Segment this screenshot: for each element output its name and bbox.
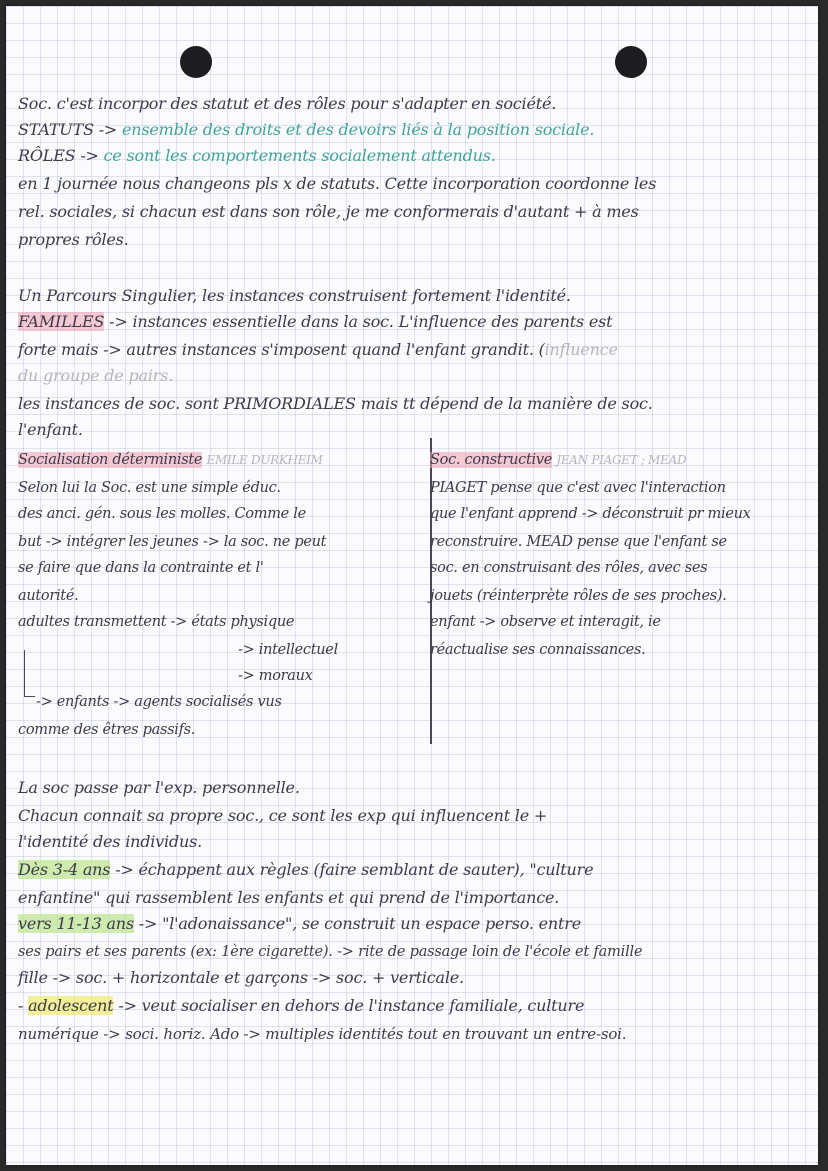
left-bracket: [24, 650, 35, 697]
intro-line-5: rel. sociales, si chacun est dans son rôle, je me conformerais d'autant + à mes: [18, 202, 639, 221]
left-line-4: se faire que dans la contrainte et l': [18, 560, 264, 576]
parcours-line-3: [18, 340, 808, 360]
right-line-4: soc. en construisant des rôles, avec ses: [430, 560, 708, 576]
familles-label: FAMILLES: [18, 312, 105, 331]
left-line-6: adultes transmettent -> états physique: [18, 614, 295, 630]
parcours-line-3-main: forte mais -> autres instances s'imposent quand l'enfant grandit. (: [18, 340, 545, 359]
bottom-line-3: l'identité des individus.: [18, 832, 202, 851]
roles-line: [18, 146, 808, 166]
ages-b-text: -> "l'adonaissance", se construit un espace perso. entre: [133, 914, 581, 933]
ages-c-text: -> veut socialiser en dehors de l'instance familiale, culture: [113, 996, 585, 1015]
ages-b-label: vers 11-13 ans: [18, 914, 134, 933]
parcours-line-4: du groupe de pairs.: [18, 366, 174, 385]
left-line-1: Selon lui la Soc. est une simple éduc.: [18, 480, 281, 496]
punch-hole-left: [180, 46, 212, 78]
right-line-6: enfant -> observe et interagit, ie: [430, 614, 661, 630]
ages-c-line: - adolescent -> veut socialiser en dehors de l'instance familiale, culture: [18, 996, 585, 1015]
left-heading: Socialisation déterministe: [18, 452, 203, 468]
left-line-10: comme des êtres passifs.: [18, 722, 196, 738]
notebook-page: [6, 6, 818, 1165]
ages-b-line: [18, 914, 808, 934]
left-line-8: -> moraux: [238, 668, 313, 684]
parcours-line-5: les instances de soc. sont PRIMORDIALES mais tt dépend de la manière de soc.: [18, 394, 653, 413]
bottom-line-2: Chacun connait sa propre soc., ce sont les exp qui influencent le +: [18, 806, 548, 825]
statuts-definition: ensemble des droits et des devoirs liés à la position sociale.: [122, 120, 595, 139]
ages-a-text: -> échappent aux règles (faire semblant de sauter), "culture: [110, 860, 594, 879]
intro-line-6: propres rôles.: [18, 230, 129, 249]
intro-line-4: en 1 journée nous changeons pls x de statuts. Cette incorporation coordonne les: [18, 174, 657, 193]
roles-arrow: ->: [75, 146, 104, 165]
statuts-label: STATUTS: [18, 120, 94, 139]
statuts-line: [18, 120, 808, 140]
ages-a-label: Dès 3-4 ans: [18, 860, 111, 879]
left-line-5: autorité.: [18, 588, 79, 604]
intro-line-1: Soc. c'est incorpor des statut et des rôles pour s'adapter en société.: [18, 94, 557, 113]
ages-b-line-3: fille -> soc. + horizontale et garçons -> soc. + verticale.: [18, 968, 464, 987]
left-author: EMILE DURKHEIM: [206, 453, 323, 467]
right-line-7: réactualise ses connaissances.: [430, 642, 646, 658]
parcours-line-3-grey: influence: [544, 340, 618, 359]
right-heading: Soc. constructive: [430, 452, 552, 468]
familles-text: -> instances essentielle dans la soc. L'influence des parents est: [104, 312, 613, 331]
right-heading-line: [430, 450, 686, 470]
left-line-9: -> enfants -> agents socialisés vus: [36, 694, 282, 710]
parcours-line-6: l'enfant.: [18, 420, 83, 439]
left-heading-line: [18, 450, 323, 470]
bottom-line-1: La soc passe par l'exp. personnelle.: [18, 778, 300, 797]
ages-b-line-2: ses pairs et ses parents (ex: 1ère cigarette). -> rite de passage loin de l'école et famille: [18, 944, 643, 960]
ages-a-line: [18, 860, 808, 880]
right-line-1: PIAGET pense que c'est avec l'interaction: [430, 480, 726, 496]
ages-c-line-2: numérique -> soci. horiz. Ado -> multiples identités tout en trouvant un entre-soi.: [18, 1025, 627, 1043]
roles-label: RÔLES: [18, 146, 76, 165]
ages-c-label: adolescent: [28, 996, 114, 1015]
right-line-5: jouets (réinterprète rôles de ses proches).: [430, 588, 727, 604]
ages-a-line-2: enfantine" qui rassemblent les enfants et qui prend de l'importance.: [18, 888, 560, 907]
left-line-7: -> intellectuel: [238, 642, 338, 658]
familles-line: [18, 312, 808, 332]
right-line-3: reconstruire. MEAD pense que l'enfant se: [430, 534, 727, 550]
left-line-2: des anci. gén. sous les molles. Comme le: [18, 506, 306, 522]
left-line-3: but -> intégrer les jeunes -> la soc. ne peut: [18, 534, 327, 550]
roles-definition: ce sont les comportements socialement attendus.: [103, 146, 496, 165]
statuts-arrow: ->: [93, 120, 123, 139]
right-line-2: que l'enfant apprend -> déconstruit pr mieux: [430, 506, 751, 522]
right-author: JEAN PIAGET ; MEAD: [556, 453, 687, 467]
punch-hole-right: [615, 46, 647, 78]
parcours-line-1: Un Parcours Singulier, les instances construisent fortement l'identité.: [18, 286, 571, 305]
